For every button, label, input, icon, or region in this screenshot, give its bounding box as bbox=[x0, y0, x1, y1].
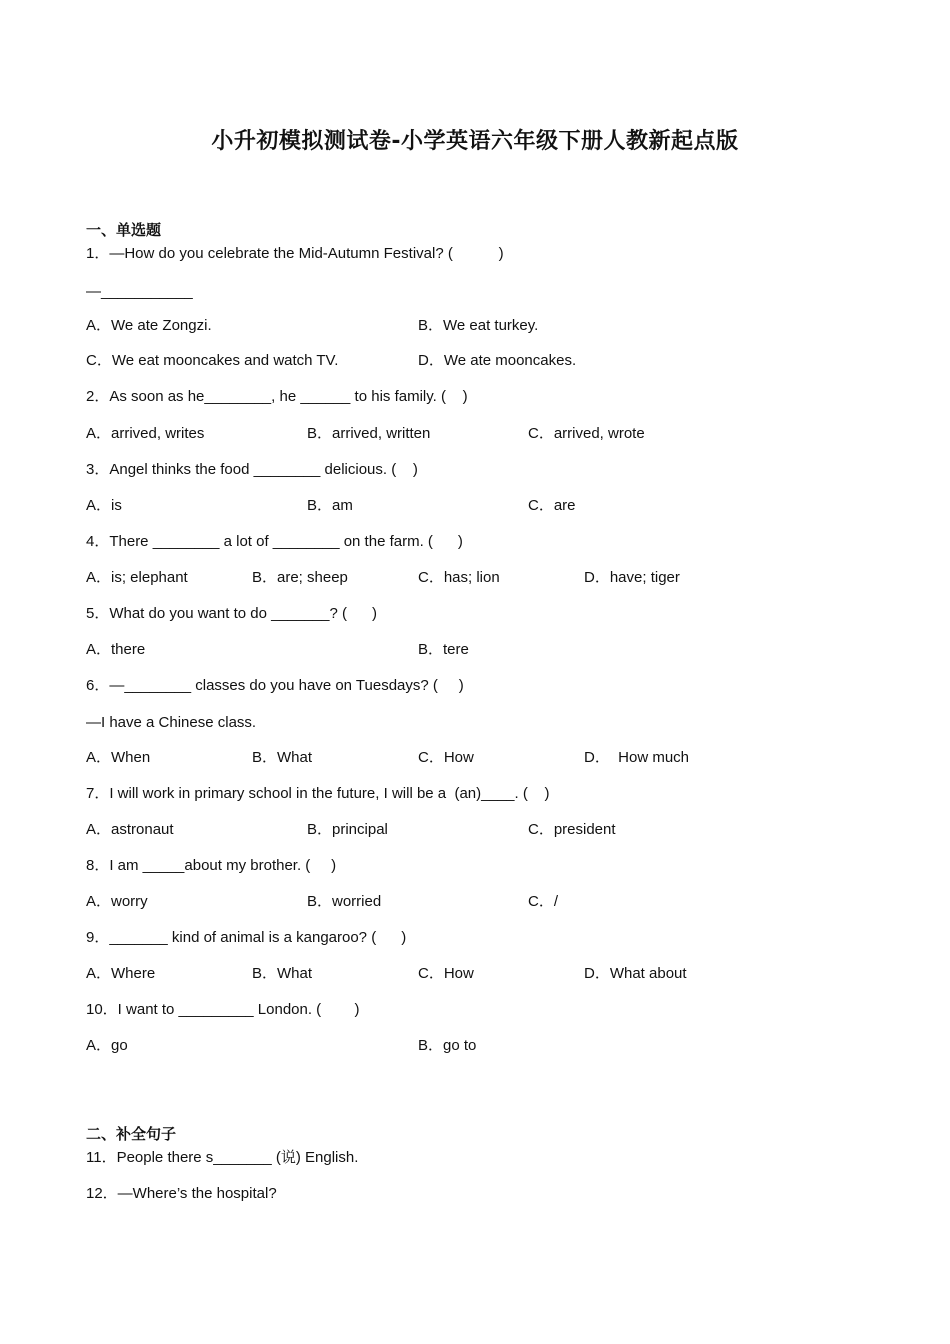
question-3: 3．Angel thinks the food ________ delicious. ( ) bbox=[86, 461, 418, 478]
question-8-option-a: A．worry bbox=[86, 893, 148, 910]
question-9: 9．_______ kind of animal is a kangaroo? ( ) bbox=[86, 929, 407, 946]
question-6-option-c: C．How bbox=[418, 749, 474, 766]
question-3-option-c: C．are bbox=[528, 497, 576, 514]
question-2: 2．As soon as he________, he ______ to his family. ( ) bbox=[86, 388, 468, 405]
question-5-option-a: A．there bbox=[86, 641, 146, 658]
question-2-option-a: A．arrived, writes bbox=[86, 425, 205, 442]
question-2-option-c: C．arrived, wrote bbox=[528, 425, 645, 442]
question-1: 1．—How do you celebrate the Mid-Autumn Festival? ( ) bbox=[86, 245, 504, 262]
page-title: 小升初模拟测试卷-小学英语六年级下册人教新起点版 bbox=[211, 129, 739, 154]
question-7: 7．I will work in primary school in the future, I will be a (an)____. ( ) bbox=[86, 785, 550, 802]
question-7-option-a: A．astronaut bbox=[86, 821, 174, 838]
question-6-reply: —I have a Chinese class. bbox=[86, 714, 257, 731]
question-6-option-b: B．What bbox=[252, 749, 313, 766]
question-10-option-a: A．go bbox=[86, 1037, 128, 1054]
question-7-option-c: C．president bbox=[528, 821, 616, 838]
question-5-option-b: B．tere bbox=[418, 641, 469, 658]
question-4-option-a: A．is; elephant bbox=[86, 569, 188, 586]
question-9-option-b: B．What bbox=[252, 965, 313, 982]
question-8-option-b: B．worried bbox=[307, 893, 382, 910]
section-heading-single-choice: 一、单选题 bbox=[86, 221, 162, 239]
question-1-option-a: A．We ate Zongzi. bbox=[86, 317, 212, 334]
question-1-option-c: C．We eat mooncakes and watch TV. bbox=[86, 352, 339, 369]
question-8: 8．I am _____about my brother. ( ) bbox=[86, 857, 337, 874]
question-6-option-a: A．When bbox=[86, 749, 151, 766]
question-1-option-b: B．We eat turkey. bbox=[418, 317, 539, 334]
question-3-option-a: A．is bbox=[86, 497, 122, 514]
question-9-option-a: A．Where bbox=[86, 965, 156, 982]
question-4-option-d: D．have; tiger bbox=[584, 569, 680, 586]
question-8-option-c: C．/ bbox=[528, 893, 559, 910]
question-6-option-d: D． How much bbox=[584, 749, 690, 766]
question-6: 6．—________ classes do you have on Tuesdays? ( ) bbox=[86, 677, 464, 694]
question-5: 5．What do you want to do _______? ( ) bbox=[86, 605, 378, 622]
question-7-option-b: B．principal bbox=[307, 821, 388, 838]
question-4-option-b: B．are; sheep bbox=[252, 569, 348, 586]
question-9-option-d: D．What about bbox=[584, 965, 687, 982]
question-1-answer-blank: —___________ bbox=[86, 283, 193, 300]
question-2-option-b: B．arrived, written bbox=[307, 425, 431, 442]
question-1-option-d: D．We ate mooncakes. bbox=[418, 352, 577, 369]
question-10-option-b: B．go to bbox=[418, 1037, 477, 1054]
question-4: 4．There ________ a lot of ________ on the farm. ( ) bbox=[86, 533, 463, 550]
section-heading-complete-sentences: 二、补全句子 bbox=[86, 1125, 177, 1143]
question-4-option-c: C．has; lion bbox=[418, 569, 500, 586]
question-10: 10．I want to _________ London. ( ) bbox=[86, 1001, 360, 1018]
question-3-option-b: B．am bbox=[307, 497, 353, 514]
question-12: 12．—Where’s the hospital? bbox=[86, 1185, 277, 1202]
question-11: 11．People there s_______ (说) English. bbox=[86, 1149, 359, 1166]
question-9-option-c: C．How bbox=[418, 965, 474, 982]
